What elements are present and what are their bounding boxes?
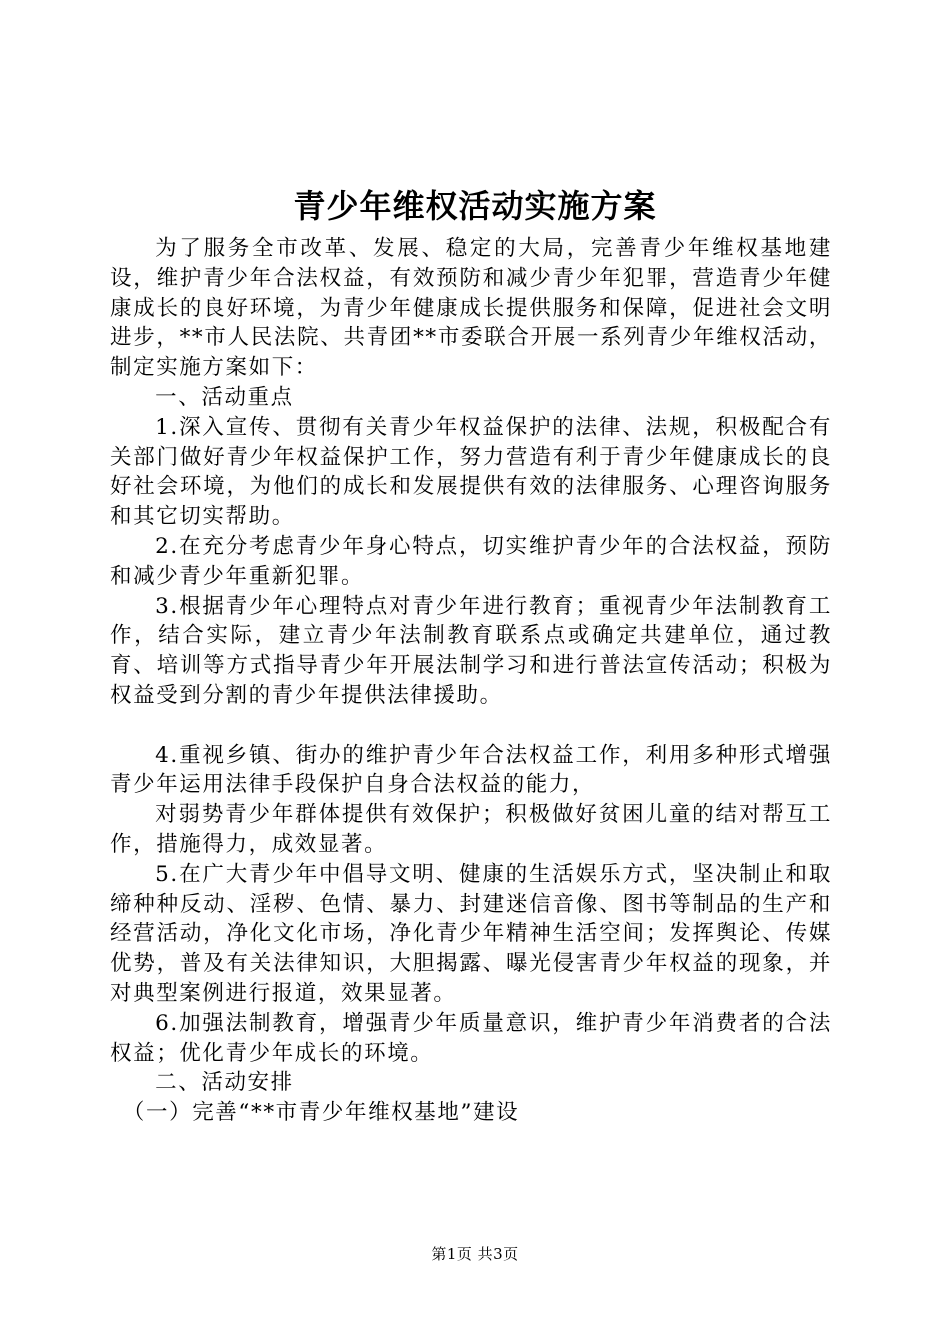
paragraph-item-1: 1.深入宣传、贯彻有关青少年权益保护的法律、法规，积极配合有关部门做好青少年权益保护工作，努力营造有利于青少年健康成长的良好社会环境，为他们的成长和发展提供有效的法律服务、心理咨询服务和其它切实帮助。 [110,414,832,530]
page-number-footer: 第1页 共3页 [431,1245,519,1263]
heading-section-2: 二、活动安排 [155,1070,294,1096]
document-body [110,234,832,1128]
blank-line [110,711,832,741]
heading-section-1: 一、活动重点 [155,384,294,410]
paragraph-item-2: 2.在充分考虑青少年身心特点，切实维护青少年的合法权益，预防和减少青少年重新犯罪。 [110,533,832,589]
document-title: 青少年维权活动实施方案 [293,187,657,225]
paragraph-item-4: 4.重视乡镇、街办的维护青少年合法权益工作，利用多种形式增强青少年运用法律手段保护自身合法权益的能力， [110,742,832,798]
paragraph-intro: 为了服务全市改革、发展、稳定的大局，完善青少年维权基地建设，维护青少年合法权益，有效预防和减少青少年犯罪，营造青少年健康成长的良好环境，为青少年健康成长提供服务和保障，促进社会文明进步，**市人民法院、共青团**市委联合开展一系列青少年维权活动，制定实施方案如下： [110,236,832,381]
paragraph-item-6: 6.加强法制教育，增强青少年质量意识，维护青少年消费者的合法权益；优化青少年成长的环境。 [110,1010,832,1066]
paragraph-item-3: 3.根据青少年心理特点对青少年进行教育；重视青少年法制教育工作，结合实际，建立青少年法制教育联系点或确定共建单位，通过教育、培训等方式指导青少年开展法制学习和进行普法宣传活动；积极为权益受到分割的青少年提供法律援助。 [110,593,832,708]
paragraph-item-4-continued: 对弱势青少年群体提供有效保护；积极做好贫困儿童的结对帮互工作，措施得力，成效显著。 [110,802,832,857]
paragraph-item-5: 5.在广大青少年中倡导文明、健康的生活娱乐方式，坚决制止和取缔种种反动、淫秽、色情、暴力、封建迷信音像、图书等制品的生产和经营活动，净化文化市场，净化青少年精神生活空间；发挥舆论、传媒优势，普及有关法律知识，大胆揭露、曝光侵害青少年权益的现象，并对典型案例进行报道，效果显著。 [110,861,832,1006]
heading-subsection-1: （一）完善“**市青少年维权基地”建设 [122,1100,520,1126]
